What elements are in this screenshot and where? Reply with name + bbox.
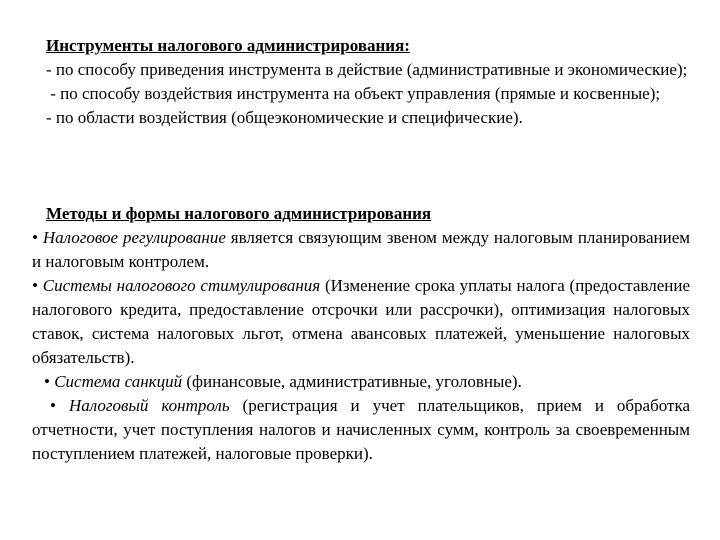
instruments-item: - по области воздействия (общеэкономические и специфические). <box>46 108 523 127</box>
methods-section <box>32 202 690 466</box>
methods-item <box>32 394 690 466</box>
bullet: • <box>44 372 50 391</box>
bullet: • <box>32 228 38 247</box>
methods-item-term: Налоговый контроль <box>68 396 230 415</box>
methods-item <box>32 226 690 274</box>
instruments-section <box>46 34 690 130</box>
methods-item-text: (финансовые, административные, уголовные). <box>182 372 522 391</box>
methods-item-text: (регистрация и учет плательщиков, прием и обработка отчетности, учет поступления налогов и начисленных сумм, контроль за своевременным поступлением платежей, налоговые проверки). <box>32 396 691 463</box>
bullet: • <box>50 396 56 415</box>
bullet: • <box>32 276 38 295</box>
methods-title: Методы и формы налогового администрирования <box>46 204 432 223</box>
instruments-item: - по способу приведения инструмента в действие (административные и экономические); <box>46 60 688 79</box>
methods-item <box>32 370 690 394</box>
methods-item-text: является связующим звеном между налоговым планированием и налоговым контролем. <box>32 228 690 271</box>
methods-item-text: (Изменение срока уплаты налога (предоставление налогового кредита, предоставление отсрочки или рассрочки), оптимизация налоговых ставок, система налоговых льгот, отмена авансовых платежей, уменьшение налоговых обязательств). <box>32 276 690 367</box>
methods-item-term: Системы налогового стимулирования <box>42 276 321 295</box>
methods-item <box>32 274 690 370</box>
methods-item-term: Налоговое регулирование <box>42 228 226 247</box>
instruments-item: - по способу воздействия инструмента на объект управления (прямые и косвенные); <box>46 84 661 103</box>
instruments-title: Инструменты налогового администрирования: <box>46 36 410 55</box>
methods-item-term: Система санкций <box>54 372 183 391</box>
